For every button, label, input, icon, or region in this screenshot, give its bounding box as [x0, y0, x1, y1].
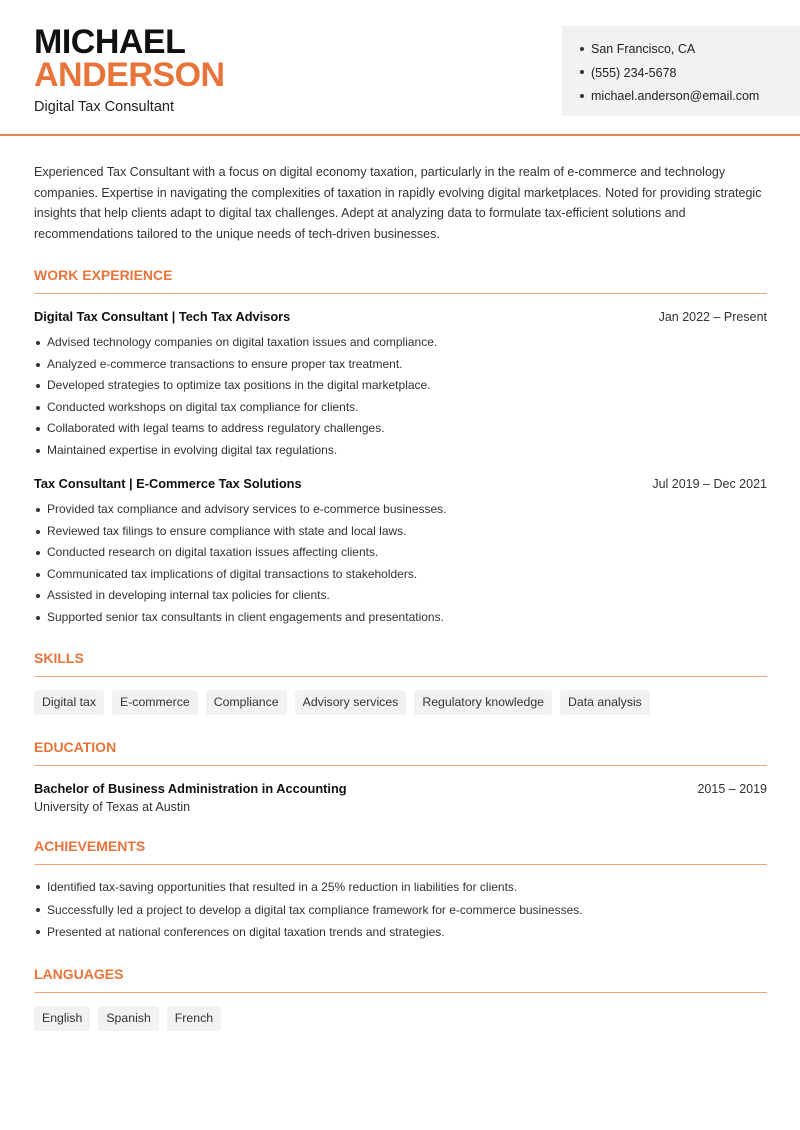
skill-tag: Advisory services	[295, 690, 407, 715]
job-dates: Jan 2022 – Present	[658, 310, 767, 324]
skills-section	[34, 650, 767, 715]
list-item: Conducted workshops on digital tax compliance for clients.	[34, 397, 767, 419]
job-bullets	[34, 332, 767, 461]
job-entry	[34, 309, 767, 461]
language-tag: French	[167, 1006, 221, 1031]
section-title-achievements: ACHIEVEMENTS	[34, 838, 767, 865]
contact-box	[562, 26, 800, 116]
location-text: San Francisco, CA	[591, 42, 696, 56]
resume-body	[34, 162, 767, 1031]
achievements-section	[34, 838, 767, 944]
list-item: Advised technology companies on digital taxation issues and compliance.	[34, 332, 767, 354]
list-item: Successfully led a project to develop a digital tax compliance framework for e-commerce businesses.	[34, 899, 767, 922]
list-item: Reviewed tax filings to ensure compliance with state and local laws.	[34, 521, 767, 543]
job-header	[34, 309, 767, 324]
section-title-skills: SKILLS	[34, 650, 767, 677]
skill-tag: Regulatory knowledge	[414, 690, 552, 715]
list-item: Collaborated with legal teams to address regulatory challenges.	[34, 418, 767, 440]
list-item: Presented at national conferences on digital taxation trends and strategies.	[34, 921, 767, 944]
section-title-work: WORK EXPERIENCE	[34, 267, 767, 294]
first-name: MICHAEL	[34, 23, 186, 61]
contact-list	[580, 38, 759, 109]
list-item: Developed strategies to optimize tax positions in the digital marketplace.	[34, 375, 767, 397]
job-bullets	[34, 499, 767, 628]
contact-email	[580, 85, 759, 109]
bullet-icon	[580, 47, 584, 51]
resume-header	[0, 0, 800, 136]
languages-section	[34, 966, 767, 1031]
section-title-education: EDUCATION	[34, 739, 767, 766]
job-role: Digital Tax Consultant | Tech Tax Advisors	[34, 309, 291, 324]
language-tag: Spanish	[98, 1006, 158, 1031]
list-item: Communicated tax implications of digital transactions to stakeholders.	[34, 564, 767, 586]
summary-paragraph: Experienced Tax Consultant with a focus on digital economy taxation, particularly in the realm of e-commerce and technology companies. Expertise in navigating the complexities of taxation in rapidly evolving digital marketplaces. Noted for providing strategic insights that help clients adapt to digital tax challenges. Adept at analyzing data to formulate tax-efficient solutions and recommendations tailored to the unique needs of tech-driven businesses.	[34, 165, 762, 241]
list-item: Supported senior tax consultants in client engagements and presentations.	[34, 607, 767, 629]
list-item: Assisted in developing internal tax policies for clients.	[34, 585, 767, 607]
education-header	[34, 781, 767, 796]
phone-text: (555) 234-5678	[591, 65, 677, 80]
achievements-list	[34, 876, 767, 944]
job-entry	[34, 476, 767, 628]
list-item: Conducted research on digital taxation issues affecting clients.	[34, 542, 767, 564]
list-item: Analyzed e-commerce transactions to ensure proper tax treatment.	[34, 354, 767, 376]
skill-tag: E-commerce	[112, 690, 198, 715]
bullet-icon	[580, 70, 584, 74]
job-title: Digital Tax Consultant	[34, 99, 174, 115]
skill-tag: Digital tax	[34, 690, 104, 715]
education-section	[34, 739, 767, 814]
bullet-icon	[580, 94, 584, 98]
skill-tag: Data analysis	[560, 690, 650, 715]
skills-tags	[34, 690, 767, 715]
language-tags	[34, 1006, 767, 1031]
email-text: michael.anderson@email.com	[591, 89, 760, 103]
degree-name: Bachelor of Business Administration in Accounting	[34, 781, 347, 796]
last-name: ANDERSON	[34, 56, 225, 94]
list-item: Identified tax-saving opportunities that resulted in a 25% reduction in liabilities for clients.	[34, 876, 767, 899]
job-header	[34, 476, 767, 491]
job-dates: Jul 2019 – Dec 2021	[652, 477, 767, 491]
list-item: Maintained expertise in evolving digital tax regulations.	[34, 440, 767, 462]
education-dates: 2015 – 2019	[697, 782, 767, 796]
contact-location	[580, 38, 759, 62]
section-title-languages: LANGUAGES	[34, 966, 767, 993]
language-tag: English	[34, 1006, 90, 1031]
work-experience-section	[34, 267, 767, 628]
skill-tag: Compliance	[206, 690, 287, 715]
list-item: Provided tax compliance and advisory services to e-commerce businesses.	[34, 499, 767, 521]
school-name: University of Texas at Austin	[34, 800, 191, 814]
job-role: Tax Consultant | E-Commerce Tax Solutions	[34, 476, 302, 491]
contact-phone	[580, 62, 759, 86]
